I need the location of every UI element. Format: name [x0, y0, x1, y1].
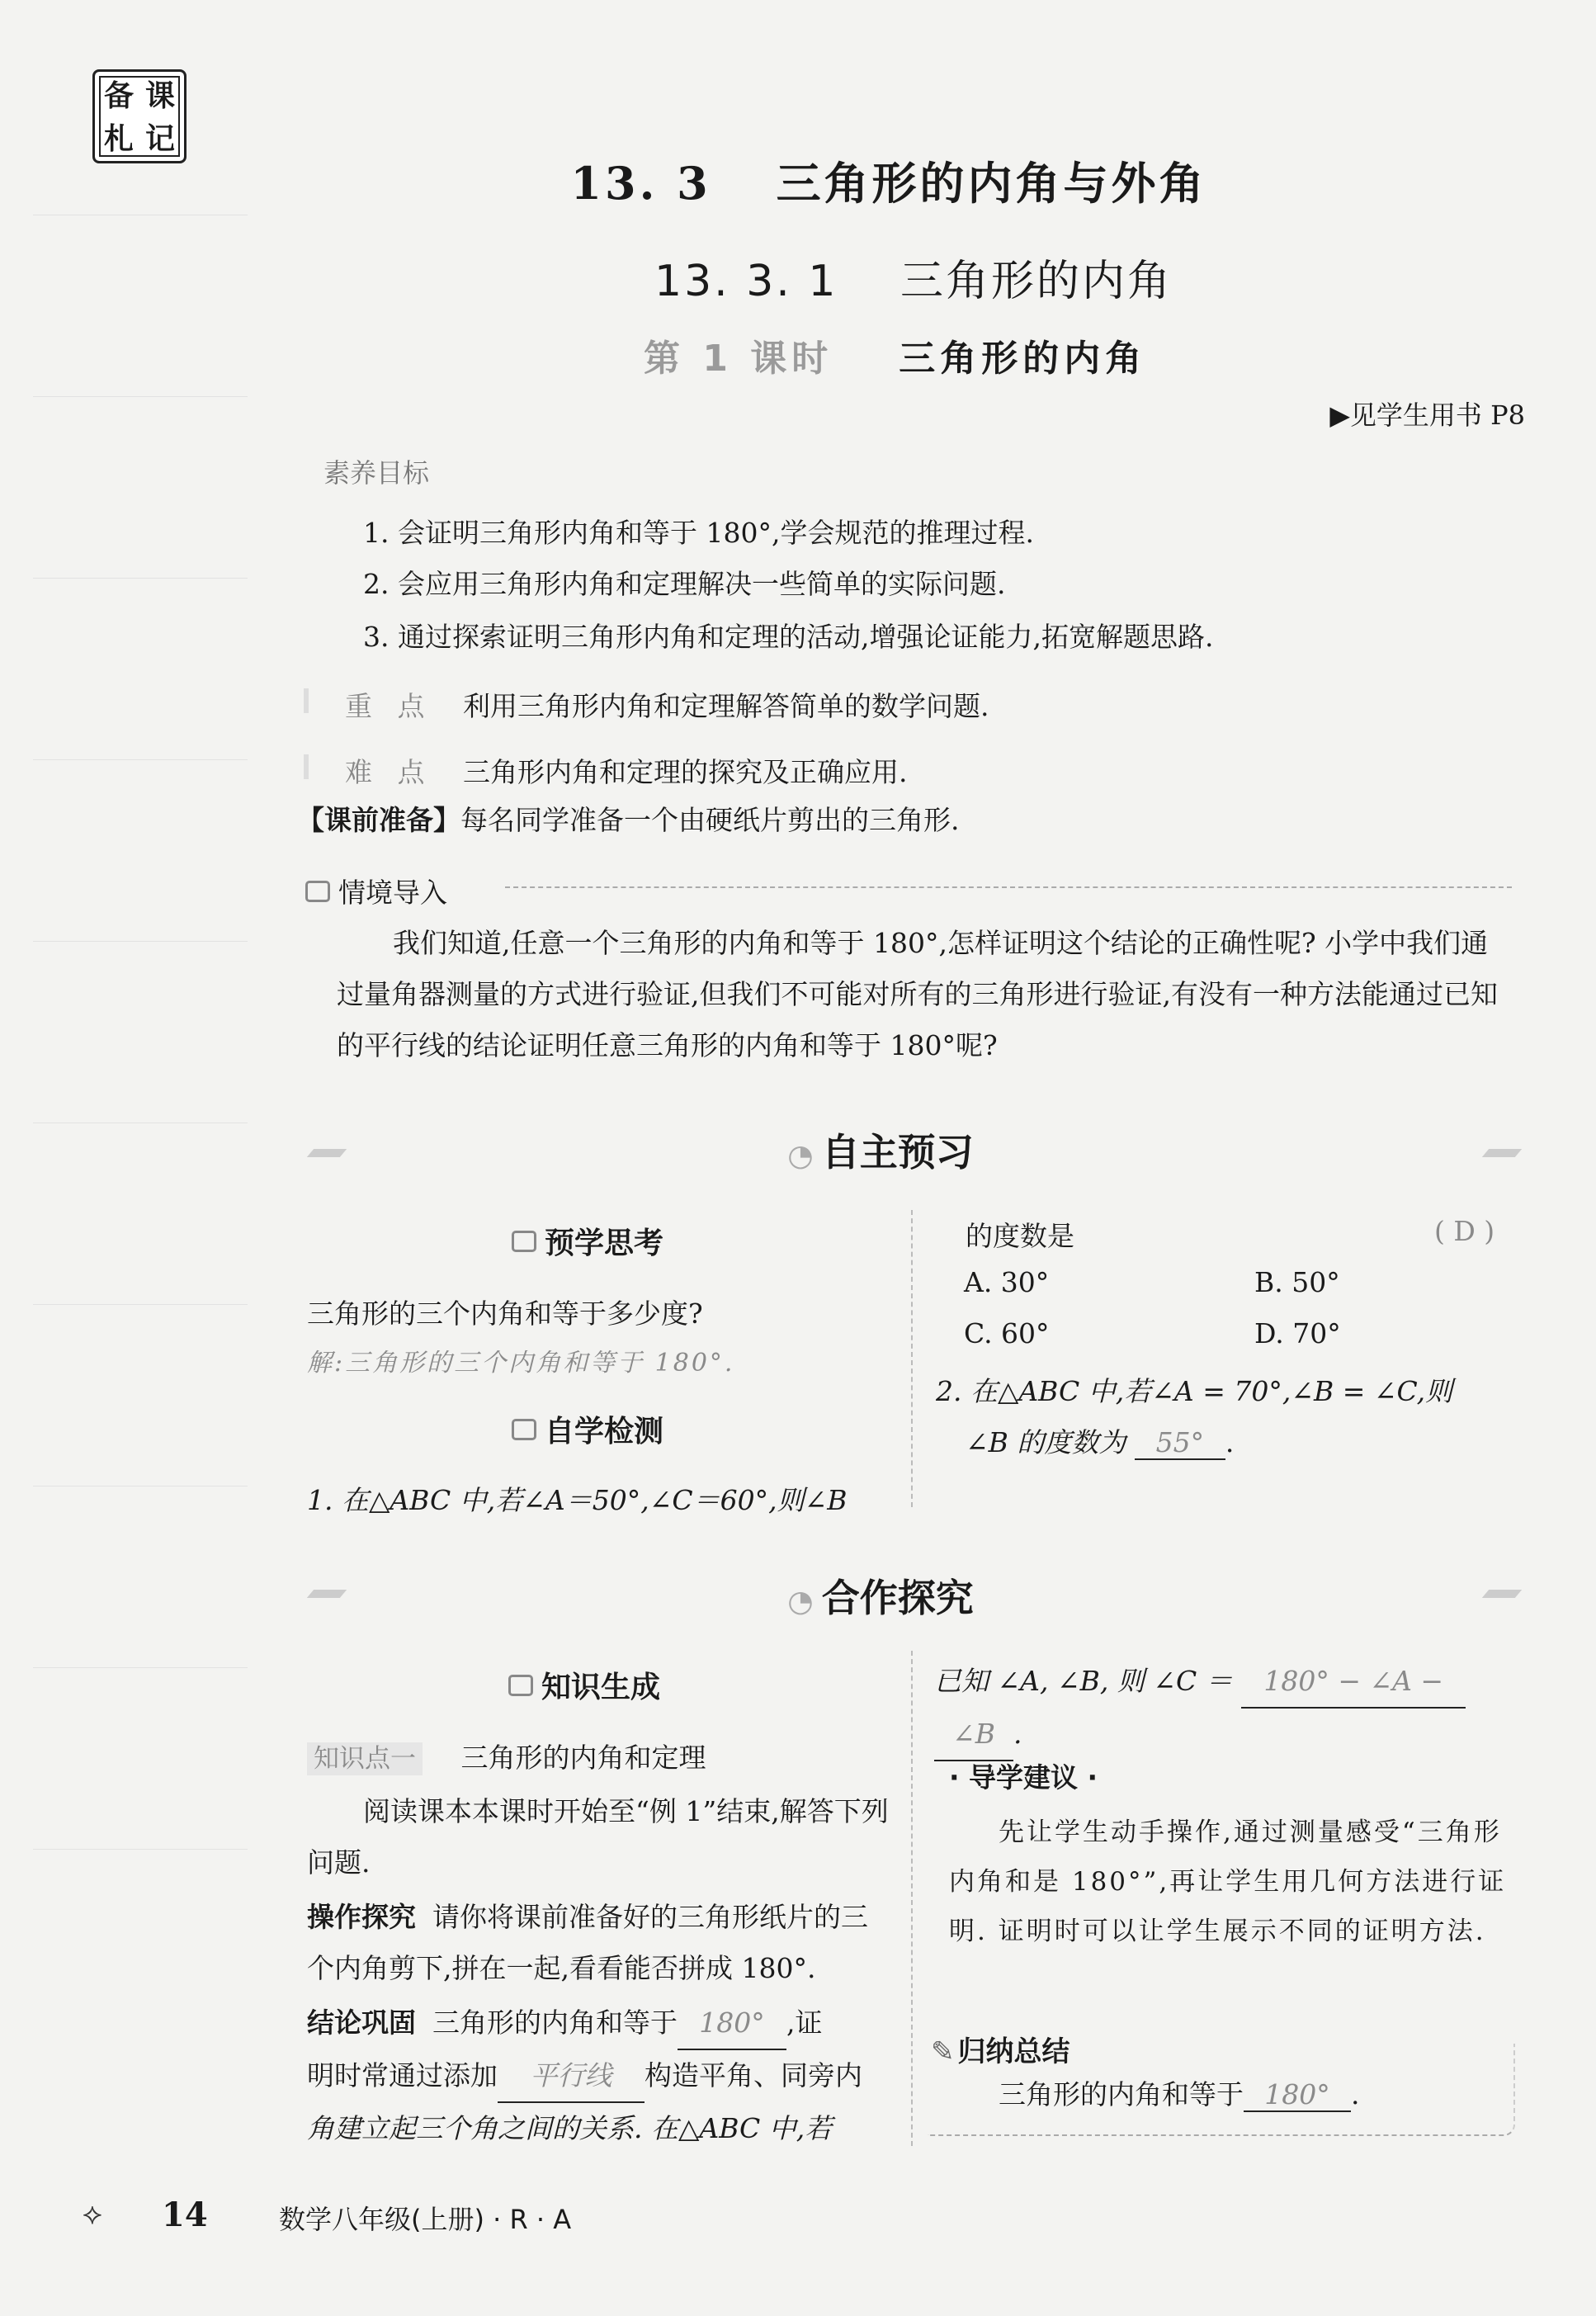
lesson-period: 第 1 课时 — [644, 338, 833, 380]
angle-c-fill: 已知 ∠A, ∠B, 则 ∠C ＝ 180° − ∠A − ∠B . — [934, 1656, 1522, 1761]
subsection-title — [0, 246, 1596, 308]
guide-text: 先让学生动手操作,通过测量感受“三角形内角和是 180°”,再让学生用几何方法进行证明. 证明时可以让学生展示不同的证明方法. — [949, 1817, 1507, 1946]
question-1-cont: 的度数是 — [966, 1220, 1074, 1252]
answer-blank: 平行线 — [498, 2050, 645, 2103]
book-reference: ▶见学生用书 P8 — [1329, 399, 1525, 431]
difficult-point-text: 三角形内角和定理的探究及正确应用. — [463, 756, 908, 788]
magnifier-icon: ◔ — [787, 1585, 814, 1619]
goal-item: 1. 会证明三角形内角和等于 180°,学会规范的推理过程. — [363, 517, 1034, 549]
key-point-label: 重 点 — [345, 690, 433, 722]
section-title — [0, 149, 1596, 212]
column-divider — [911, 1210, 913, 1507]
option: A. 30° — [964, 1266, 1050, 1298]
lesson-name: 三角形的内角 — [899, 338, 1147, 380]
summary-heading: ✎ 归纳总结 — [931, 2035, 1070, 2068]
intro-heading: 情境导入 — [305, 872, 447, 910]
explore-heading: ◔ 合作探究 — [787, 1576, 974, 1620]
question-2: 2. 在△ABC 中,若∠A = 70°,∠B = ∠C,则 — [936, 1375, 1453, 1407]
difficult-point-label: 难 点 — [345, 756, 433, 788]
question-1-answer: ( D ) — [1434, 1215, 1495, 1247]
magnifier-icon: ◔ — [787, 1139, 814, 1173]
read-instruction: 阅读课本本课时开始至“例 1”结束,解答下列问题. — [307, 1795, 889, 1879]
key-point — [304, 685, 989, 724]
page-number: 14 — [162, 2195, 208, 2234]
stamp-char: 记 — [144, 122, 175, 156]
preparation — [297, 799, 960, 838]
think-answer: 解:三角形的三个内角和等于 180°. — [307, 1349, 735, 1378]
checkbox-icon — [512, 1419, 536, 1440]
answer-blank: 180° − ∠A − — [1241, 1656, 1466, 1709]
answer-blank: 180° — [1244, 2078, 1351, 2112]
option: B. 50° — [1254, 1266, 1340, 1298]
divider — [505, 886, 1512, 888]
knowledge-point — [307, 1737, 706, 1775]
check-heading: 自学检测 — [512, 1408, 663, 1450]
lesson-title — [644, 328, 1146, 381]
goal-item: 2. 会应用三角形内角和定理解决一些简单的实际问题. — [363, 568, 1006, 600]
preparation-text: 每名同学准备一个由硬纸片剪出的三角形. — [460, 804, 960, 836]
guide-heading: · 导学建议 · — [949, 1761, 1098, 1794]
document-icon — [508, 1675, 533, 1696]
preparation-label: 【课前准备】 — [297, 804, 460, 836]
question-2-line: ∠B 的度数为 55° . — [966, 1426, 1235, 1458]
stamp-char: 札 — [103, 122, 134, 156]
op-label: 操作探究 — [307, 1901, 416, 1933]
question-1: 1. 在△ABC 中,若∠A＝50°,∠C＝60°,则∠B — [307, 1484, 848, 1516]
option: D. 70° — [1254, 1317, 1341, 1349]
concl-label: 结论巩固 — [307, 2006, 416, 2039]
stamp-char: 课 — [144, 79, 175, 113]
section-title-text: 三角形的内角与外角 — [776, 158, 1207, 210]
stamp-char: 备 — [103, 79, 134, 113]
kp-label: 知识点一 — [307, 1742, 423, 1775]
answer-blank: 55° — [1135, 1426, 1225, 1460]
publisher-logo-icon: ⟡ — [83, 2197, 102, 2231]
book-icon — [512, 1231, 536, 1252]
pencil-icon: ✎ — [931, 2035, 955, 2068]
knowledge-heading: 知识生成 — [508, 1664, 660, 1706]
section-number: 13. 3 — [570, 157, 711, 210]
column-divider — [911, 1651, 913, 2146]
key-point-text: 利用三角形内角和定理解答简单的数学问题. — [463, 690, 989, 722]
difficult-point — [304, 751, 908, 790]
kp-title: 三角形的内角和定理 — [460, 1742, 706, 1774]
book-name: 数学八年级(上册) · R · A — [279, 2204, 572, 2235]
answer-blank: ∠B — [934, 1709, 1013, 1761]
conclusion: 结论巩固 三角形的内角和等于 180° ,证 明时常通过添加 平行线 构造平角、同旁内 角建立起三个角之间的关系. 在△ABC 中,若 — [307, 1997, 901, 2154]
operation-explore: 操作探究 请你将课前准备好的三角形纸片的三个内角剪下,拼在一起,看看能否拼成 180°. — [307, 1901, 868, 1984]
subsection-number: 13. 3. 1 — [654, 257, 838, 306]
goal-item: 3. 通过探索证明三角形内角和定理的活动,增强论证能力,拓宽解题思路. — [363, 621, 1214, 653]
answer-blank: 180° — [678, 1997, 786, 2050]
screen-icon — [305, 881, 330, 902]
subsection-title-text: 三角形的内角 — [900, 257, 1173, 306]
intro-text: 我们知道,任意一个三角形的内角和等于 180°,怎样证明这个结论的正确性呢? 小学中我们通过量角器测量的方式进行验证,但我们不可能对所有的三角形进行验证,有没有一种方法能通过已知的平行线的结论证明任意三角形的内角和等于 180°呢? — [337, 927, 1498, 1061]
think-heading: 预学思考 — [512, 1220, 663, 1262]
preview-heading: ◔ 自主预习 — [787, 1130, 974, 1175]
option: C. 60° — [964, 1317, 1050, 1349]
summary-text: 三角形的内角和等于 180° . — [999, 2078, 1360, 2110]
goals-heading: 素养目标 — [323, 457, 430, 489]
think-question: 三角形的三个内角和等于多少度? — [307, 1297, 703, 1330]
